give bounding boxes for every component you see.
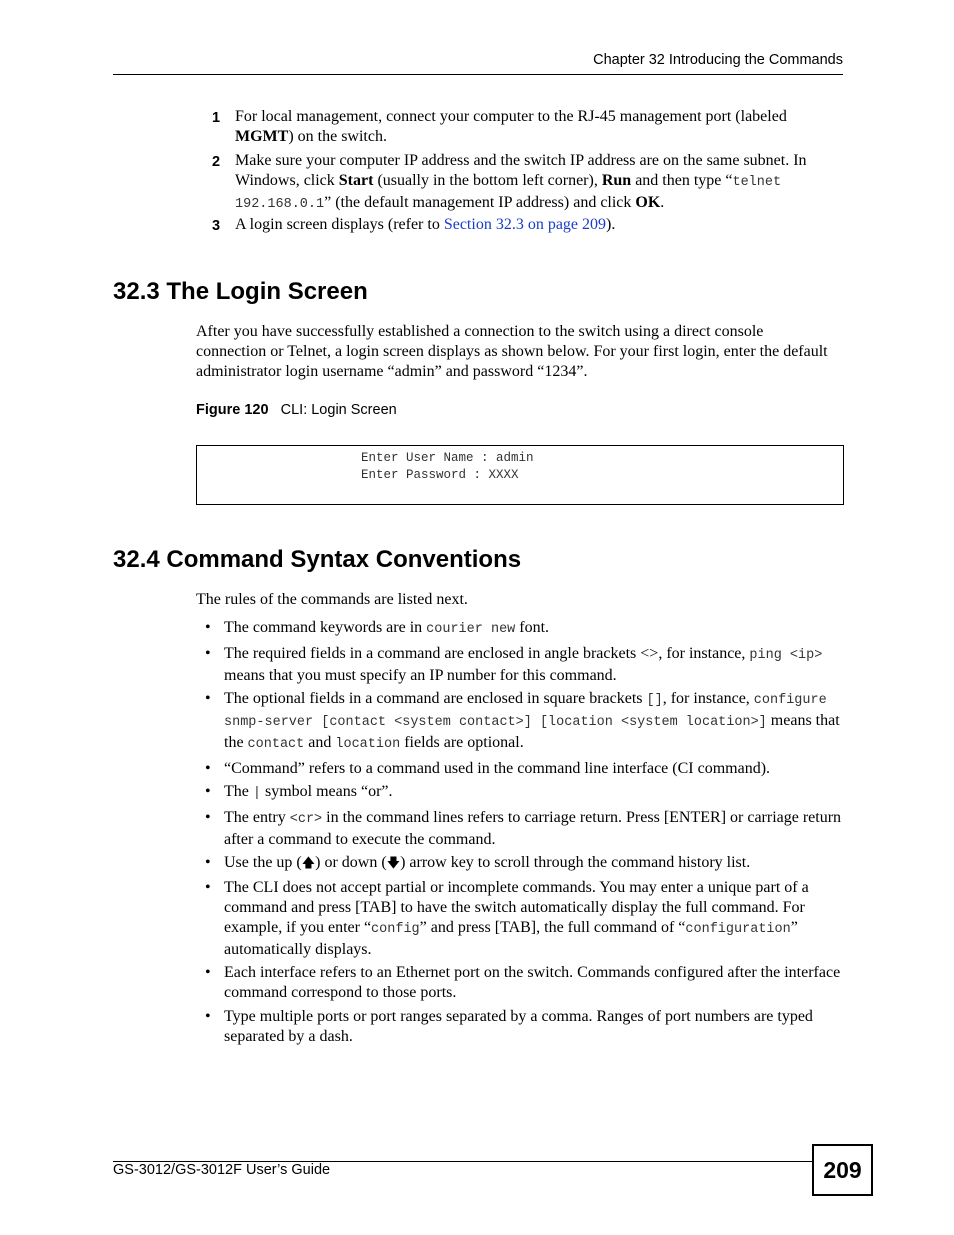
login-screen-paragraph: After you have successfully established a connection to the switch using a direct console connection or Telnet, a login screen displays as shown below. For your first login, enter the default administrator login username “admin” and password “1234”.	[196, 323, 828, 380]
list-item: • The CLI does not accept partial or incomplete commands. You may enter a unique part of a command and press [TAB] to have the switch automatically display the full command. For example, if you enter “config” and press [TAB], the full command of “configuration” automatically displays.	[205, 878, 809, 958]
step-3: 3 A login screen displays (refer to Section 32.3 on page 209).	[212, 216, 616, 234]
arrow-up-icon: 🡅	[301, 856, 316, 871]
arrow-down-icon: 🡇	[386, 856, 401, 871]
run-label: Run	[601, 172, 632, 189]
list-item: • “Command” refers to a command used in the command line interface (CI command).	[205, 759, 771, 777]
list-item: • Type multiple ports or port ranges separated by a comma. Ranges of port numbers are typed separated by a dash.	[205, 1007, 813, 1045]
bullet: •	[205, 619, 211, 636]
step-number: 2	[212, 154, 221, 170]
bullet: •	[205, 878, 211, 896]
step-number: 3	[212, 218, 221, 234]
list-item: • The optional fields in a command are enclosed in square brackets [], for instance, configure snmp-server [contact <system contact>] [location <system location>] means that the contact and location fields are optional.	[205, 690, 840, 752]
cli-line-username: Enter User Name : admin	[361, 451, 534, 465]
list-item: • Each interface refers to an Ethernet port on the switch. Commands configured after the interface command correspond to those ports.	[205, 964, 841, 1001]
telnet-command: telnet 192.168.0.1	[235, 175, 782, 212]
section-heading-syntax-conventions: 32.4 Command Syntax Conventions	[113, 546, 522, 573]
figure-title: CLI: Login Screen	[280, 402, 397, 418]
section-cross-reference-link[interactable]: Section 32.3 on page 209	[443, 216, 607, 233]
syntax-intro: The rules of the commands are listed next.	[196, 591, 468, 608]
bullet: •	[205, 854, 211, 871]
step-1: 1 For local management, connect your computer to the RJ-45 management port (labeled MGMT) on the switch.	[212, 108, 787, 145]
running-header: Chapter 32 Introducing the Commands	[593, 52, 843, 68]
step-number: 1	[212, 110, 221, 126]
list-item: • The required fields in a command are enclosed in angle brackets <>, for instance, ping <ip> means that you must specify an IP number for this command.	[205, 644, 823, 684]
figure-label: Figure 120	[196, 402, 269, 418]
figure-caption	[196, 402, 397, 418]
list-item: • Use the up (🡅) or down (🡇) arrow key to scroll through the command history list.	[205, 854, 751, 871]
bullet: •	[205, 1007, 211, 1025]
mgmt-label: MGMT	[235, 128, 289, 145]
list-item: • The | symbol means “or”.	[205, 783, 393, 801]
bullet: •	[205, 808, 211, 826]
section-heading-login-screen: 32.3 The Login Screen	[113, 278, 368, 305]
bullet: •	[205, 690, 211, 707]
bullet: •	[205, 964, 211, 981]
step-2: 2 Make sure your computer IP address and the switch IP address are on the same subnet. In Windows, click Start (usually in the bottom left corner), Run and then type “telnet 192.168.0.1” (the default management IP address) and click OK.	[212, 152, 807, 212]
footer-guide-title: GS-3012/GS-3012F User’s Guide	[113, 1162, 331, 1178]
page-number: 209	[812, 1144, 873, 1196]
bullet: •	[205, 783, 211, 800]
cli-login-screen-box	[196, 445, 844, 505]
list-item: • The command keywords are in courier new font.	[205, 619, 550, 637]
ok-label: OK	[635, 194, 661, 211]
header-rule	[113, 74, 843, 75]
start-label: Start	[338, 172, 374, 189]
bullet: •	[205, 644, 211, 662]
list-item: • The entry <cr> in the command lines refers to carriage return. Press [ENTER] or carriage return after a command to execute the command.	[205, 808, 842, 848]
syntax-rules-list	[205, 618, 845, 1050]
cli-line-password: Enter Password : XXXX	[361, 468, 519, 482]
bullet: •	[205, 759, 211, 777]
